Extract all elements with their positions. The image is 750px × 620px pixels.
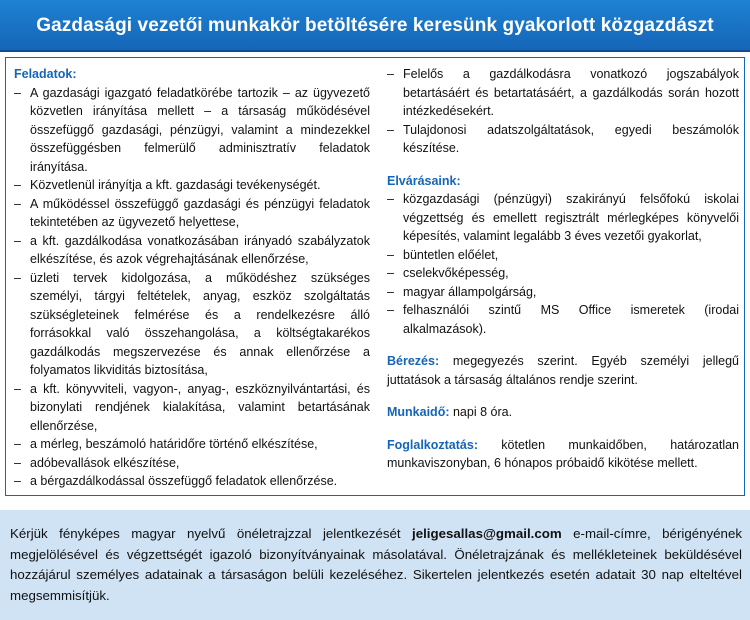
list-item: – a kft. gazdálkodása vonatkozásában irányadó szabályzatok elkészítése, és azok végrehajtásának ellenőrzése, (14, 232, 370, 269)
right-column (387, 65, 739, 473)
tasks-list-continued (387, 65, 739, 158)
content-frame (5, 57, 745, 496)
contact-email[interactable]: jeligesallas@gmail.com (412, 526, 562, 541)
salary-text: megegyezés szerint. Egyéb személyi jellegű juttatások a társaság általános rendje szerint. (387, 354, 739, 387)
list-item: – Tulajdonosi adatszolgáltatások, egyedi beszámolók készítése. (387, 121, 739, 158)
list-item: – A működéssel összefüggő gazdasági és pénzügyi feladatok tekintetében az ügyvezető helyettese, (14, 195, 370, 232)
ad-title: Gazdasági vezetői munkakör betöltésére keresünk gyakorlott közgazdászt (0, 0, 750, 52)
employment-text: kötetlen munkaidőben, határozatlan munkaviszonyban, 6 hónapos próbaidő kikötése mellett. (387, 437, 739, 470)
application-instructions (0, 510, 750, 620)
employment-paragraph (387, 436, 739, 473)
list-item: – A gazdasági igazgató feladatkörébe tartozik – az ügyvezető közvetlen irányítása mellett – a társaság működésével összefüggő gazdasági, pénzügyi, valamint a mindezekkel összefüggésben felmerülő adminisztratív feladatok irányítása. (14, 84, 370, 177)
requirements-list (387, 190, 739, 338)
list-item: – Közvetlenül irányítja a kft. gazdasági tevékenységét. (14, 176, 370, 195)
tasks-heading: Feladatok: (14, 67, 77, 81)
list-item: – büntetlen előélet, (387, 246, 739, 265)
tasks-list (14, 84, 370, 491)
hours-text: napi 8 óra. (449, 405, 513, 419)
salary-label: Bérezés: (387, 354, 440, 368)
left-column (14, 65, 370, 491)
list-item: – felhasználói szintű MS Office ismeretek (irodai alkalmazások). (387, 301, 739, 338)
list-item: – üzleti tervek kidolgozása, a működéshez szükséges személyi, tárgyi feltételek, anyag, eszköz szolgáltatás szükségleteinek felmérése és a rendelkezésre álló forrásokkal való összehangolása, a költségtakarékos gazdálkodás megszervezése és annak ellenőrzése a folyamatos likviditás biztosítása, (14, 269, 370, 380)
list-item: – Felelős a gazdálkodásra vonatkozó jogszabályok betartásáért és betartatásáért, a gazdálkodás során hozott intézkedésekért. (387, 65, 739, 121)
footer-text-after: e-mail-címre, bérigényének megjelölésével és végzettségét igazoló bizonyítványainak másolatával. Önéletrajzának és mellékleteinek beküldésével hozzájárul személyes adatainak a társaságon belüli kezeléséhez. Sikertelen jelentkezés esetén adatait 30 nap elteltével megsemmisítjük. (10, 526, 742, 603)
footer-text-before: Kérjük fényképes magyar nyelvű önéletrajzzal jelentkezését (10, 526, 412, 541)
hours-paragraph (387, 403, 739, 422)
salary-paragraph (387, 352, 739, 389)
list-item: – cselekvőképesség, (387, 264, 739, 283)
list-item: – a kft. könyvviteli, vagyon-, anyag-, eszköznyilvántartási, és bizonylati rendjének kialakítása, valamint betartásának ellenőrzése, (14, 380, 370, 436)
list-item: – a mérleg, beszámoló határidőre történő elkészítése, (14, 435, 370, 454)
list-item: – magyar állampolgárság, (387, 283, 739, 302)
list-item: – a bérgazdálkodással összefüggő feladatok ellenőrzése. (14, 472, 370, 491)
list-item: – adóbevallások elkészítése, (14, 454, 370, 473)
list-item: – közgazdasági (pénzügyi) szakirányú felsőfokú iskolai végzettség és emellett regisztrált mérlegképes könyvelői képesítés, valamint legalább 3 éves vezetői gyakorlat, (387, 190, 739, 246)
requirements-heading: Elvárásaink: (387, 173, 461, 188)
hours-label: Munkaidő: (387, 405, 450, 419)
employment-label: Foglalkoztatás: (387, 437, 478, 452)
